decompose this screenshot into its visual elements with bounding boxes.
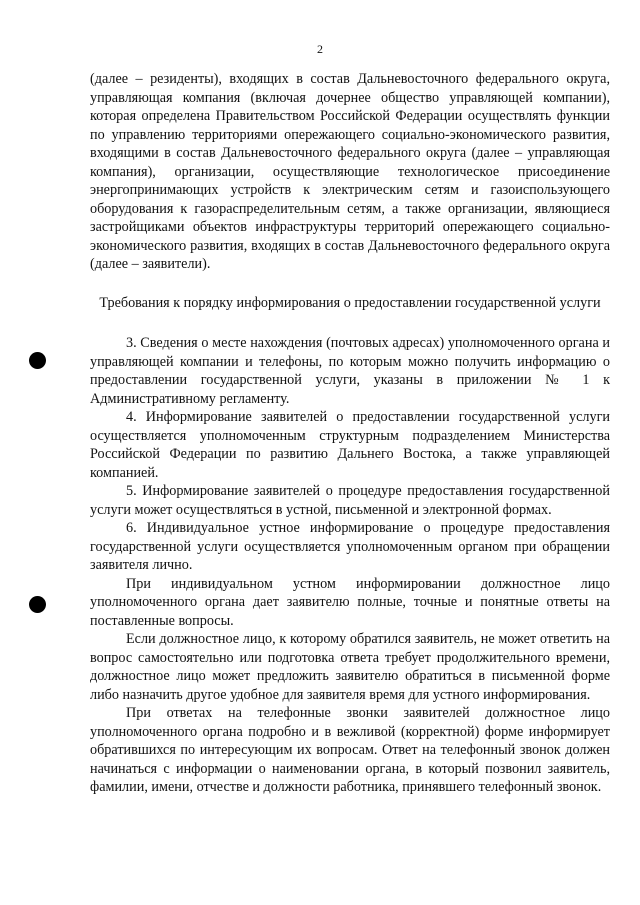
paragraph-continuation: (далее – резиденты), входящих в состав Дальневосточного федерального округа, управляющая компания (включая дочернее общество управляющей компании), которая определена Правительством Российской Федерации осуществлять функции по управлению территориями опережающего социально-экономического развития, входящими в состав Дальневосточного федерального округа (далее – управляющая компания), организации, осуществляющие технологическое присоединение энергопринимающих устройств к электрическим сетям и газоиспользующего оборудования к газораспределительным сетям, а также организации, являющиеся застройщиками объектов инфраструктуры территорий опережающего социально-экономического развития, входящих в состав Дальневосточного федерального округа (далее – заявители).: [90, 71, 610, 272]
paragraph-6: 6. Индивидуальное устное информирование о процедуре предоставления государственной услуги осуществляется уполномоченным органом при обращении заявителя лично.: [90, 520, 610, 573]
paragraph-if-official: Если должностное лицо, к которому обратился заявитель, не может ответить на вопрос самостоятельно или подготовка ответа требует продолжительного времени, должностное лицо может предложить заявителю обратиться в письменной форме либо назначить другое удобное для заявителя время для устного информирования.: [90, 631, 610, 703]
punch-hole-mark-bottom: [29, 596, 46, 613]
paragraph-individual-oral: При индивидуальном устном информировании должностное лицо уполномоченного органа дает заявителю полные, точные и понятные ответы на поставленные вопросы.: [90, 575, 610, 629]
paragraph-3: 3. Сведения о месте нахождения (почтовых адресах) уполномоченного органа и управляющей компании и телефоны, по которым можно получить информацию о предоставлении государственной услуги, указаны в приложении № 1 к Административному регламенту.: [90, 335, 610, 407]
section-heading: Требования к порядку информирования о предоставлении государственной услуги: [99, 294, 601, 311]
punch-hole-mark-top: [29, 352, 46, 369]
document-body: [90, 70, 610, 797]
page-number: 2: [317, 42, 323, 56]
paragraph-4: 4. Информирование заявителей о предоставлении государственной услуги осуществляется уполномоченным структурным подразделением Министерства Российской Федерации по развитию Дальнего Востока, а также управляющей компанией.: [90, 409, 610, 481]
paragraph-phone-calls: При ответах на телефонные звонки заявителей должностное лицо уполномоченного органа подробно и в вежливой (корректной) форме информирует обратившихся по интересующим их вопросам. Ответ на телефонный звонок должен начинаться с информации о наименовании органа, в который позвонил заявитель, фамилии, имени, отчестве и должности работника, принявшего телефонный звонок.: [90, 705, 610, 795]
paragraph-5: 5. Информирование заявителей о процедуре предоставления государственной услуги может осуществляться в устной, письменной и электронной формах.: [90, 483, 610, 518]
